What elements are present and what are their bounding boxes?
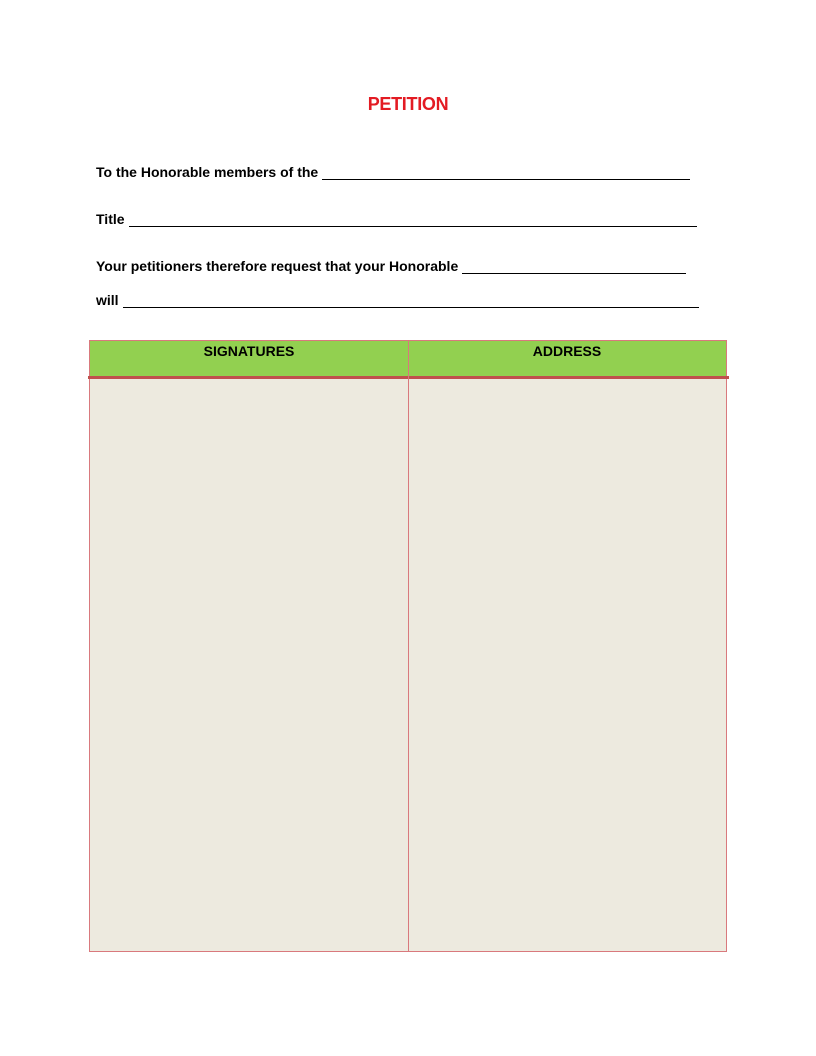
table-body — [90, 379, 726, 951]
honorable-members-blank[interactable] — [322, 165, 690, 180]
honorable-members-line — [96, 164, 690, 180]
title-blank[interactable] — [129, 212, 697, 227]
title-line — [96, 211, 697, 227]
signatures-column-header: SIGNATURES — [203, 343, 295, 359]
petition-title: PETITION — [367, 94, 449, 114]
will-label: will — [96, 292, 119, 308]
will-blank[interactable] — [123, 293, 699, 308]
request-blank[interactable] — [462, 259, 686, 274]
title-label: Title — [96, 211, 125, 227]
signatures-cell[interactable] — [90, 379, 408, 951]
address-column-header: ADDRESS — [532, 343, 602, 359]
will-line — [96, 292, 699, 308]
honorable-members-label: To the Honorable members of the — [96, 164, 319, 180]
address-cell[interactable] — [409, 379, 726, 951]
request-label: Your petitioners therefore request that your Honorable — [96, 258, 459, 274]
request-line — [96, 258, 686, 274]
signature-table — [89, 340, 727, 952]
